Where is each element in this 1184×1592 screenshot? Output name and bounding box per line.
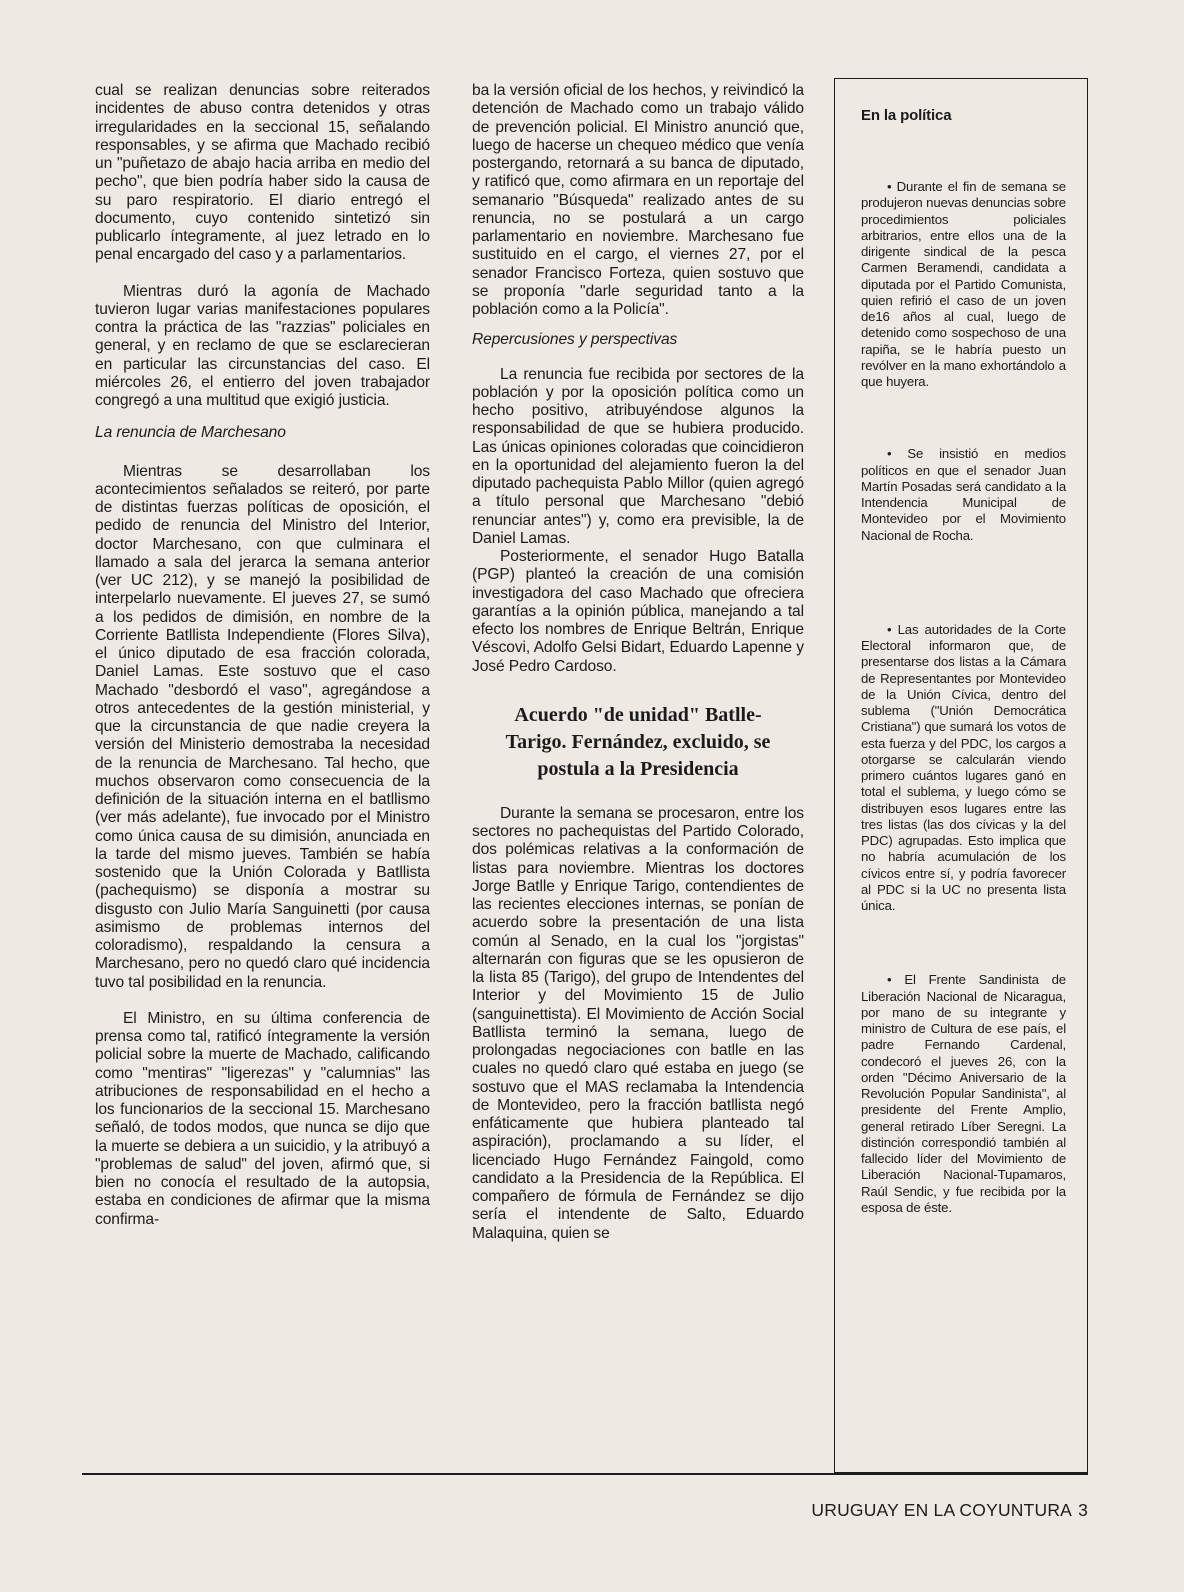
paragraph: Durante la semana se procesaron, entre los sectores no pachequistas del Partido Colorado, dos polémicas relativas a la conformación de listas para noviembre. Mientras los doctores Jorge Batlle y Enrique Tarigo, contendientes de las recientes elecciones internas, se ponían de acuerdo sobre la presentación de una lista común al Senado, en la cual los "jorgistas" alternarán con figuras que se les opusieron de la lista 85 (Tarigo), del grupo de Intendentes del Interior y del Movimiento 15 de Julio (sanguinettista). El Movimiento de Acción Social Batllista terminó la semana, luego de prolongadas negociaciones con batlle en las cuales no quedó claro qué estaba en juego (se sostuvo que el MAS reclamaba la Intendencia de Montevideo, pero la fracción batllista negó enfáticamente que hubiera planteado tal aspiración), proclamando a su líder, el licenciado Hugo Fernández Faingold, como candidato a la Presidencia de la República. El compañero de fórmula de Fernández se dijo sería el intendente de Salto, Eduardo Malaquina, quien se <box>472 804 804 1242</box>
sidebar-item: • Las autoridades de la Corte Electoral informaron que, de presentarse dos listas a la Cámara de Representantes por Montevideo de la Unión Cívica, dentro del sublema ("Unión Democrática Cristiana") que sumará los votos de esta fuerza y del PDC, los cargos a otorgarse se calcularán viendo primero cuántos lugares ganó en total el sublema, y luego cómo se distribuyen esos lugares entre las tres listas (las dos cívicas y la del PDC) agrupadas. Esto implica que no habría acumulación de los cívicos entre sí, y podría favorecer al PDC si la UC no presenta lista única. <box>861 621 1066 913</box>
paragraph: Mientras duró la agonía de Machado tuvieron lugar varias manifestaciones populares contra la práctica de las "razzias" policiales en general, y en reclamo de que se esclarecieran en particular las circunstancias del caso. El miércoles 26, el entierro del joven trabajador congregó a una multitud que exigió justicia. <box>95 282 430 409</box>
paragraph: Mientras se desarrollaban los acontecimientos señalados se reiteró, por parte de distintas fuerzas políticas de oposición, el pedido de renuncia del Ministro del Interior, doctor Marchesano, con que culminara el llamado a sala del jerarca la semana anterior (ver UC 212), y se manejó la posibilidad de interpelarlo nuevamente. El jueves 27, se sumó a los pedidos de dimisión, en nombre de la Corriente Batllista Independiente (Flores Silva), el único diputado de esa fracción colorada, Daniel Lamas. Este sostuvo que el caso Machado "desbordó el vaso", agregándose a otros antecedentes de la gestión ministerial, y que la circunstancia de que nadie creyera la versión del Ministerio demostraba la necesidad de la renuncia de Marchesano. Tal hecho, que muchos observaron como consecuencia de la definición de la situación interna en el batllismo (ver más adelante), fue invocado por el Ministro como única causa de su dimisión, anunciada en la tarde del mismo jueves. También se había sostenido que la Unión Colorada y Batllista (pachequismo) se disponía a mostrar su disgusto con Julio María Sanguinetti (por causa asimismo de problemas internos del coloradismo), respaldando la censura a Marchesano, pero no quedó claro qué incidencia tuvo tal posibilidad en la renuncia. <box>95 462 430 991</box>
paragraph: cual se realizan denuncias sobre reiterados incidentes de abuso contra detenidos y otras irregularidades en la seccional 15, señalando responsables, y se afirma que Machado recibió un "puñetazo de abajo hacia arriba en medio del pecho", que bien podría haber sido la causa de su paro respiratorio. El diario entregó el documento, cuyo contenido sintetizó sin publicarlo íntegramente, al juez letrado en lo penal encargado del caso y a parlamentarios. <box>95 82 430 264</box>
article-column-left <box>95 82 430 1229</box>
paragraph: La renuncia fue recibida por sectores de la población y por la oposición política como un hecho positivo, atribuyéndose algunos la responsabilidad de que se hubiera producido. Las únicas opiniones coloradas que coincidieron en la oportunidad del alejamiento fueron la del diputado pachequista Pablo Millor (quien agregó a título personal que Marchesano "debió renunciar antes") y, como era previsible, la de Daniel Lamas. <box>472 365 804 547</box>
sidebar-title: En la política <box>861 107 952 124</box>
sidebar-item: • Se insistió en medios políticos en que el senador Juan Martín Posadas será candidato a la Intendencia Municipal de Montevideo por el Movimiento Nacional de Rocha. <box>861 446 1066 543</box>
paragraph: Posteriormente, el senador Hugo Batalla (PGP) planteó la creación de una comisión investigadora del caso Machado que ofreciera garantías a la opinión pública, manejando a tal efecto los nombres de Enrique Beltrán, Enrique Véscovi, Adolfo Gelsi Bidart, Eduardo Lapenne y José Pedro Cardoso. <box>472 548 804 675</box>
sidebar-item: • El Frente Sandinista de Liberación Nacional de Nicaragua, por mano de su integrante y ministro de Cultura de ese país, el padre Fernando Cardenal, condecoró el jueves 26, con la orden "Décimo Aniversario de la Revolución Popular Sandinista", al presidente del Frente Amplio, general retirado Líber Seregni. La distinción correspondió también al fallecido líder del Movimiento de Liberación Nacional-Tupamaros, Raúl Sendic, y fue recibida por la esposa de éste. <box>861 972 1066 1215</box>
paragraph: El Ministro, en su última conferencia de prensa como tal, ratificó íntegramente la versión policial sobre la muerte de Machado, calificando como "mentiras" "ligerezas" y "calumnias" las atribuciones de responsabilidad en el hecho a los funcionarios de la seccional 15. Marchesano señaló, de todos modos, que nunca se dijo que la muerte se debiera a un suicidio, y la atribuyó a "problemas de salud" del joven, afirmó que, si bien no conocía el resultado de la autopsia, estaba en condiciones de afirmar que la misma confirma- <box>95 1009 430 1228</box>
section-subheading: La renuncia de Marchesano <box>95 424 286 442</box>
page-footer <box>811 1500 1088 1521</box>
publication-name: URUGUAY EN LA COYUNTURA <box>811 1500 1073 1520</box>
sidebar-box <box>834 78 1088 1473</box>
bottom-rule <box>82 1473 1088 1475</box>
paragraph: ba la versión oficial de los hechos, y reivindicó la detención de Machado como un trabajo válido de prevención policial. El Ministro anunció que, luego de hacerse un chequeo médico que venía postergando, retornará a su banca de diputado, y ratificó que, como afirmara en un reportaje del semanario "Búsqueda" realizado antes de su renuncia, no se postulará a un cargo parlamentario en noviembre. Marchesano fue sustituido en el cargo, el viernes 27, por el senador Francisco Forteza, quien sostuvo que se proponía "darle seguridad tanto a la población como a la Policía". <box>472 82 804 318</box>
sidebar-item: • Durante el fin de semana se produjeron nuevas denuncias sobre procedimientos policiales arbitrarios, entre ellos una de la dirigente sindical de la pesca Carmen Beramendi, candidata a diputada por el Partido Comunista, quien refirió el caso de un joven de16 años al cual, luego de detenido como sospechoso de una rapiña, se le habría puesto un revólver en la mano exhortándolo a que huyera. <box>861 179 1066 389</box>
page-number: 3 <box>1078 1500 1088 1520</box>
article-column-middle <box>472 82 804 1243</box>
article-headline: Acuerdo "de unidad" Batlle-Tarigo. Fernández, excluido, se postula a la Presidencia <box>505 703 771 780</box>
section-subheading: Repercusiones y perspectivas <box>472 331 678 349</box>
